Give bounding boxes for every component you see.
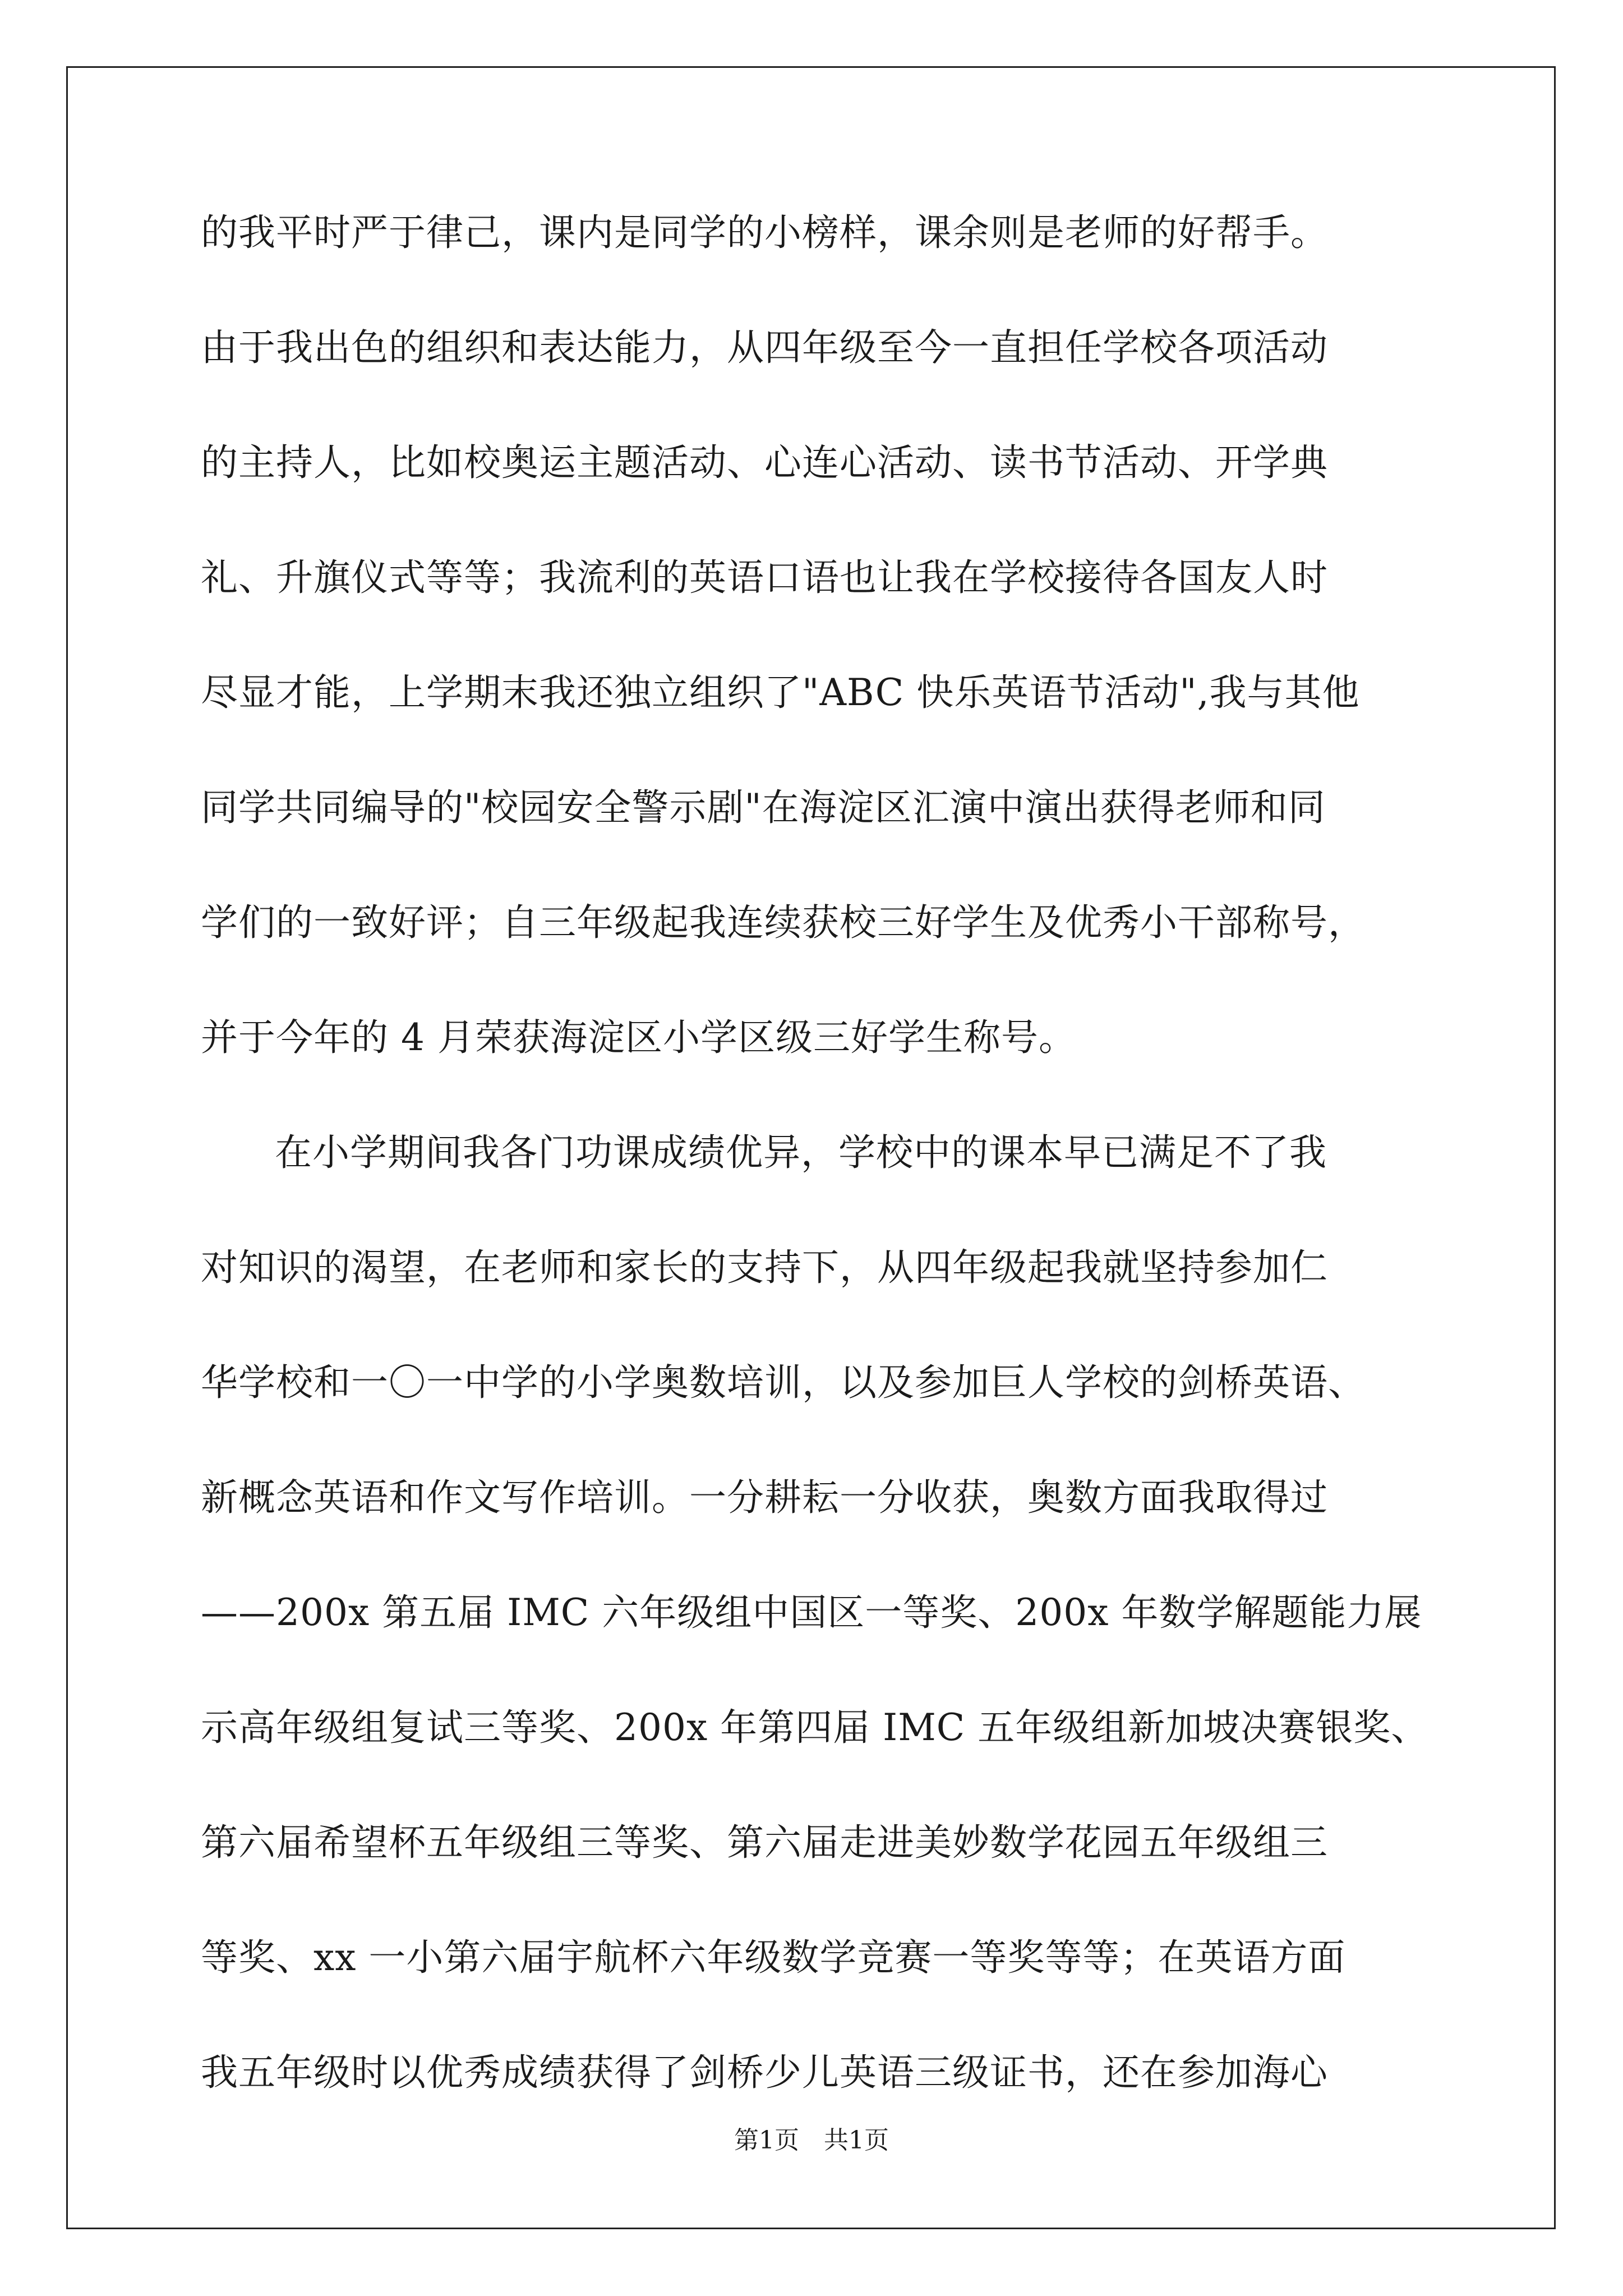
- text-line: 的我平时严于律己，课内是同学的小榜样，课余则是老师的好帮手。: [201, 211, 1328, 254]
- text-line: 示高年级组复试三等奖、200x 年第四届 IMC 五年级组新加坡决赛银奖、: [201, 1706, 1429, 1749]
- text-line: 并于今年的 4 月荣获海淀区小学区级三好学生称号。: [201, 1016, 1076, 1059]
- text-line: 新概念英语和作文写作培训。一分耕耘一分收获，奥数方面我取得过: [201, 1476, 1328, 1519]
- text-line: 的主持人，比如校奥运主题活动、心连心活动、读书节活动、开学典: [201, 441, 1328, 484]
- paragraph-start-line: 在小学期间我各门功课成绩优异，学校中的课本早已满足不了我: [275, 1131, 1327, 1174]
- text-line: 学们的一致好评；自三年级起我连续获校三好学生及优秀小干部称号，: [201, 901, 1366, 944]
- text-line: 同学共同编导的"校园安全警示剧"在海淀区汇演中演出获得老师和同: [201, 786, 1326, 829]
- text-line: 礼、升旗仪式等等；我流利的英语口语也让我在学校接待各国友人时: [201, 556, 1328, 599]
- text-line: 由于我出色的组织和表达能力，从四年级至今一直担任学校各项活动: [201, 326, 1328, 369]
- text-line: 对知识的渴望，在老师和家长的支持下，从四年级起我就坚持参加仁: [201, 1246, 1328, 1289]
- text-line: ——200x 第五届 IMC 六年级组中国区一等奖、200x 年数学解题能力展: [201, 1591, 1422, 1634]
- text-line: 尽显才能，上学期末我还独立组织了"ABC 快乐英语节活动",我与其他: [201, 671, 1360, 714]
- page-number-footer: 第1页 共1页: [734, 2126, 889, 2155]
- text-line: 华学校和一〇一中学的小学奥数培训，以及参加巨人学校的剑桥英语、: [201, 1361, 1366, 1404]
- text-line: 等奖、xx 一小第六届宇航杯六年级数学竞赛一等奖等等；在英语方面: [201, 1936, 1346, 1979]
- text-line: 第六届希望杯五年级组三等奖、第六届走进美妙数学花园五年级组三: [201, 1821, 1328, 1864]
- text-line: 我五年级时以优秀成绩获得了剑桥少儿英语三级证书，还在参加海心: [201, 2051, 1328, 2094]
